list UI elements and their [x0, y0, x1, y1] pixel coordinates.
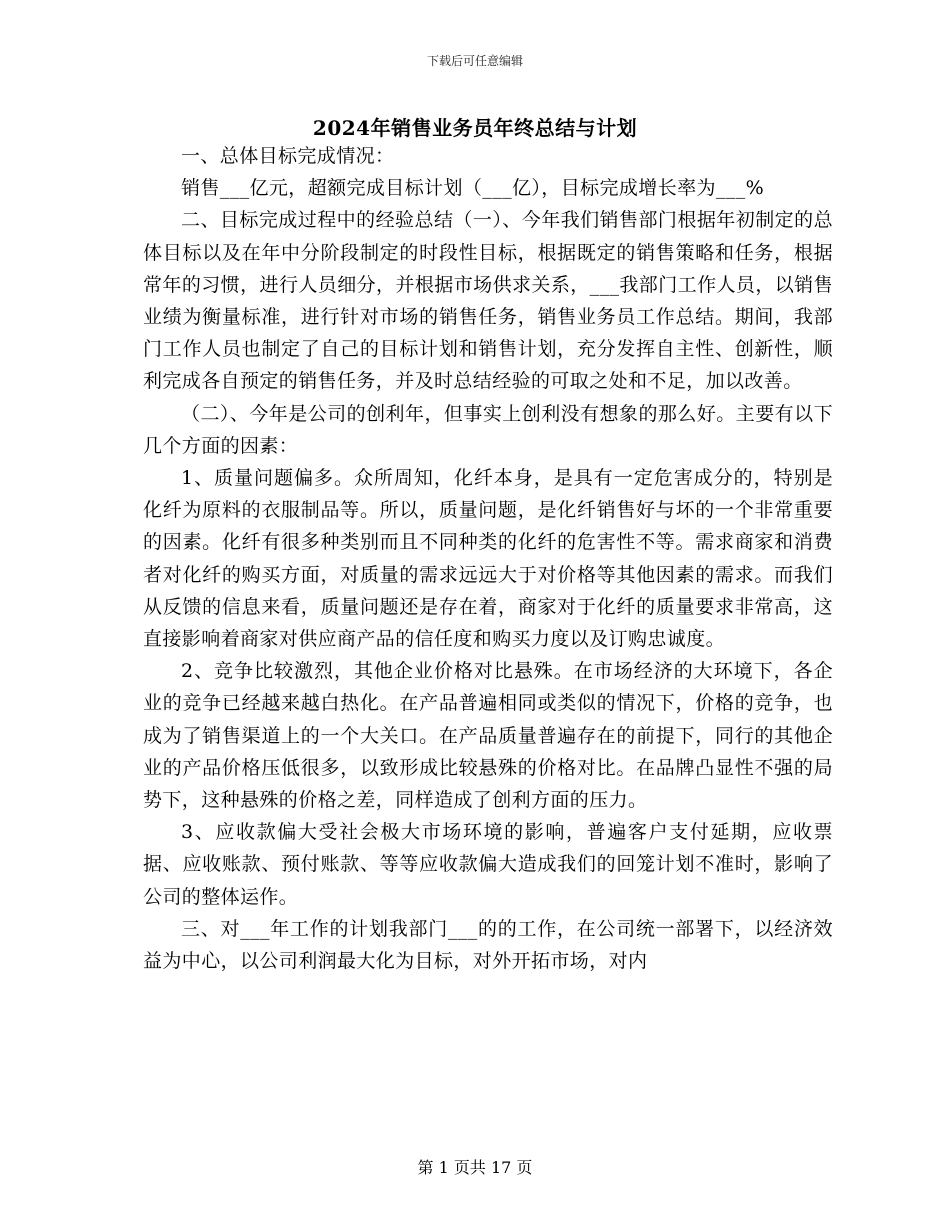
paragraph-sales-figures: 销售___亿元，超额完成目标计划（___亿），目标完成增长率为___%	[181, 177, 765, 200]
page-number-footer: 第 1 页共 17 页	[417, 1158, 533, 1177]
paragraph-work-plan: 三、对___年工作的计划我部门___的的工作，在公司统一部署下，以经济效益为中心，以公司利润最大化为目标，对外开拓市场，对内	[143, 917, 833, 973]
paragraph-quality-issues: 1、质量问题偏多。众所周知，化纤本身，是具有一定危害成分的，特别是化纤为原料的衣服制品等。所以，质量问题，是化纤销售好与坏的一个非常重要的因素。化纤有很多种类别而且不同种类的化纤的危害性不等。需求商家和消费者对化纤的购买方面，对质量的需求远远大于对价格等其他因素的需求。而我们从反馈的信息来看，质量问题还是存在着，商家对于化纤的质量要求非常高，这直接影响着商家对供应商产品的信任度和购买力度以及订购忠诚度。	[143, 467, 833, 651]
document-body	[143, 140, 833, 977]
paragraph-experience-summary: 二、目标完成过程中的经验总结（一）、今年我们销售部门根据年初制定的总体目标以及在年中分阶段制定的时段性目标，根据既定的销售策略和任务，根据常年的习惯，进行人员细分，并根据市场供求关系，___我部门工作人员，以销售业绩为衡量标准，进行针对市场的销售任务，销售业务员工作总结。期间，我部门工作人员也制定了自己的目标计划和销售计划，充分发挥自主性、创新性，顺利完成各自预定的销售任务，并及时总结经验的可取之处和不足，加以改善。	[143, 209, 833, 393]
paragraph-receivables: 3、应收款偏大受社会极大市场环境的影响，普遍客户支付延期，应收票据、应收账款、预付账款、等等应收款偏大造成我们的回笼计划不准时，影响了公司的整体运作。	[143, 821, 833, 908]
paragraph-profit-year: （二）、今年是公司的创利年，但事实上创利没有想象的那么好。主要有以下几个方面的因素：	[143, 402, 833, 457]
paragraph-competition: 2、竞争比较激烈，其他企业价格对比悬殊。在市场经济的大环境下，各企业的竞争已经越来越白热化。在产品普遍相同或类似的情况下，价格的竞争，也成为了销售渠道上的一个大关口。在产品质量普遍存在的前提下，同行的其他企业的产品价格压低很多，以致形成比较悬殊的价格对比。在品牌凸显性不强的局势下，这种悬殊的价格之差，同样造成了创利方面的压力。	[143, 660, 833, 812]
header-note: 下载后可任意编辑	[426, 54, 523, 68]
document-title: 2024年销售业务员年终总结与计划	[312, 116, 638, 140]
section-heading-overall-goals: 一、总体目标完成情况：	[181, 145, 395, 167]
